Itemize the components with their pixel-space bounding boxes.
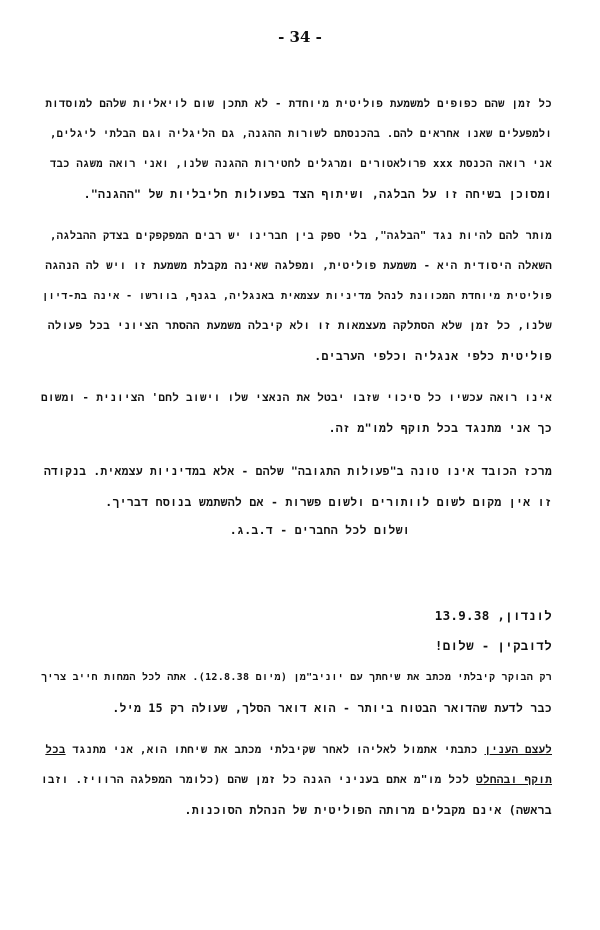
text-run: לכל מו"מ אתם בעניני הגנה כל זמן שהם (כלומר המפלגה הרוויז. וזבו [40, 773, 477, 786]
text-line: אני רואה הכנסת xxx פרולאטורים ומרגלים לחטירות ההגנה שלנו, ואני רואה משגה כבד [49, 158, 552, 170]
text-line: מותר להם להיות נגד "הבלגה", בלי ספק בין חברינו יש רבים המפקפקים בצדק ההבלגה, [49, 230, 552, 242]
text-line: כבר לדעת שהדואר הבטוח ביותר - הוא דואר הסלך, שעולה רק 15 מיל. [112, 701, 552, 715]
text-line: כך אני מתנגד בכל תוקף למו"מ זה. [328, 421, 552, 435]
underlined-phrase: לעצם הענין [484, 743, 552, 756]
text-line: בראשה) אינם מקבלים מרותה הפוליטית של הנהלת הסוכנות. [184, 803, 552, 817]
text-line: אינו רואה עכשיו כל סיכוי שזבו יבטל את הנאצי שלו וישוב לחם' הציונית - ומשום [40, 391, 552, 404]
underlined-phrase: תוקף ובהחלט [476, 773, 552, 786]
dateline: לונדון, 13.9.38 [434, 608, 552, 623]
text-line: שלנו, כל זמן שלא הסתלקה מעצמאות זו ולא קיבלה משמעת ההסתר הציוני בכל פעולה [47, 319, 552, 332]
text-line: רק הבוקר קיבלתי מכתב את שיחתך עם יוניב"מן (מיום 12.8.38). אתה לכל המחות חייב צריך [41, 672, 552, 683]
text-line: כל זמן שהם כפופים למשמעת פוליטית מיוחדת - לא תתכן שום לויאליות שלהם למוסדות [45, 97, 552, 110]
text-line: פוליטית מיוחדת המכוונת לנהל מדיניות עצמאית באנגליה, בגנף, בוורשו - אינה בת-דיון [42, 290, 552, 302]
text-line: פוליטית כלפי אנגליה וכלפי הערבים. [314, 349, 552, 363]
page-number: - 34 - [278, 28, 322, 46]
signature-line: ושלום לכל החברים - ד.ב.ג. [229, 523, 410, 537]
text-line: מרכז הכובד אינו טונה ב"פעולות התגובה" שלהם - אלא במדיניות עצמאית. בנקודה [43, 465, 552, 478]
text-line [45, 742, 552, 758]
text-line [41, 772, 552, 788]
text-line: ולמפעלים שאנו אחראים להם. בהכנסתם לשורות ההגנה, גם הליגליה וגם הבלתי ליגלים, [50, 128, 552, 140]
text-line: ומסוכן בשיחה זו על הבלגה, ושיתוף הצד בפעולות חליבליות של "ההגנה". [83, 187, 552, 201]
underlined-phrase: בכל [45, 743, 66, 756]
text-run: כתבתי אתמול לאליהו לאחר שקיבלתי מכתב את שיחתו הוא, אני מתנגד [65, 743, 485, 756]
text-line: זו אין מקום לשום לוותורים ולשום פשרות - אם להשתמש בנוסח דבריך. [105, 495, 552, 509]
salutation: לדובקין - שלום! [434, 638, 552, 653]
text-line: השאלה היסודית היא - משמעת פוליטית, ומפלגה שאינה מקבלת משמעת זו ויש לה הנהגה [45, 259, 552, 272]
